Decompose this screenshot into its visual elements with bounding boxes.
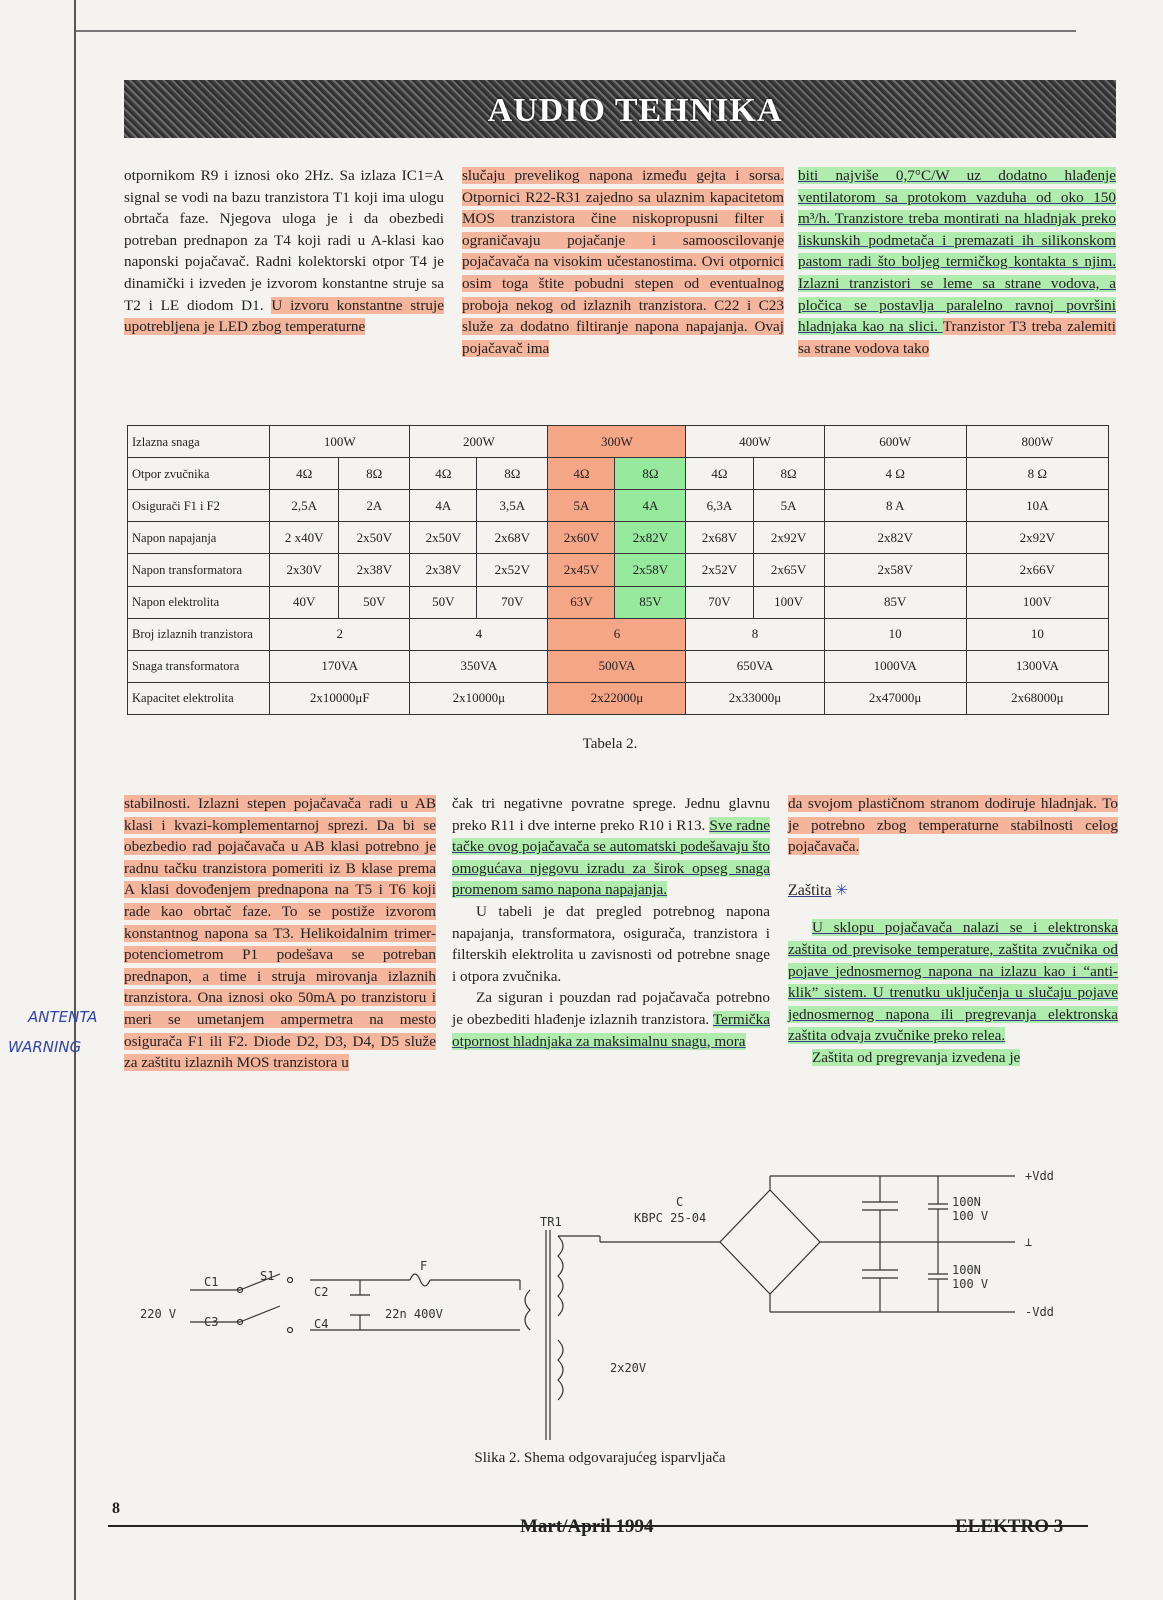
table-header-cell: 100W [270, 426, 410, 458]
table-cell: 2x10000μF [270, 682, 410, 714]
table-cell: 2x82V [824, 522, 966, 554]
highlighted-text: Termička otpornost hladnjaka za maksimalnu snagu, mora [452, 1010, 770, 1050]
highlighted-text: da svojom plastičnom stranom dodiruje hladnjak. To je potrebno zbog temperaturne stabilnosti celog pojačavača. [788, 795, 1118, 856]
table-cell: 8 Ω [966, 458, 1108, 490]
table-cell: 650VA [686, 650, 824, 682]
table-cell: 2x10000μ [410, 682, 548, 714]
table-cell: 10A [966, 490, 1108, 522]
table-cell: 2x68000μ [966, 682, 1108, 714]
table-row [128, 682, 1109, 714]
table-caption: Tabela 2. [582, 736, 638, 752]
highlighted-text: Tranzistor T3 treba zalemiti sa strane vodova tako [798, 318, 1116, 357]
table-cell: 2x68V [477, 522, 548, 554]
table-cell: 10 [966, 618, 1108, 650]
table-cell: 2 x40V [270, 522, 339, 554]
table-cell: 6,3A [686, 490, 753, 522]
table-cell: 70V [686, 586, 753, 618]
handwritten-note: WARNING [8, 1038, 82, 1056]
table-cell: 4Ω [410, 458, 477, 490]
table-cell: 2x52V [477, 554, 548, 586]
table-cell: 8 [686, 618, 824, 650]
row-label: Kapacitet elektrolita [128, 682, 270, 714]
cap2-voltage-label: 100 V [952, 1277, 989, 1291]
table-cell: 8Ω [615, 458, 686, 490]
page-number: 8 [112, 1500, 120, 1517]
table-cell: 10 [824, 618, 966, 650]
table-header-cell: Izlazna snaga [128, 426, 270, 458]
section-heading: Zaštita [788, 881, 832, 899]
contact-label: C1 [204, 1275, 219, 1289]
row-label: Napon elektrolita [128, 586, 270, 618]
table-cell: 2x60V [548, 522, 615, 554]
ground-label: ⊥ [1025, 1235, 1033, 1249]
table-cell: 40V [270, 586, 339, 618]
figure-caption: Slika 2. Shema odgovarajućeg isparvljača [474, 1450, 726, 1466]
text-column-5 [452, 793, 770, 1052]
fuse-label: F [420, 1259, 428, 1273]
table-cell: 2x50V [410, 522, 477, 554]
table-cell: 2x52V [686, 554, 753, 586]
table-row [128, 586, 1109, 618]
page-edge-top [76, 30, 1076, 32]
row-label: Otpor zvučnika [128, 458, 270, 490]
table-cell: 8 A [824, 490, 966, 522]
paragraph: otpornikom R9 i iznosi oko 2Hz. Sa izlaza IC1=A signal se vodi na bazu tranzistora T1 koji ima ulogu obrtača faze. Njegova uloga je i da obezbedi potreban prednapon za T4 koji radi u A-klasi kao naponski pojačavač. Radni kolektorski otpor T4 je dinamički i izveden je izvorom konstantne struje sa T2 i LE diodom D1. [124, 167, 444, 314]
table-cell: 2x82V [615, 522, 686, 554]
table-cell: 1300VA [966, 650, 1108, 682]
table-cell: 8Ω [339, 458, 410, 490]
table-cell: 70V [477, 586, 548, 618]
table-header-cell: 800W [966, 426, 1108, 458]
table-cell: 1000VA [824, 650, 966, 682]
paragraph: U tabeli je dat pregled potrebnog napona napajanja, transformatora, osigurača, tranzistora i filterskih elektrolita u zavisnosti od potrebne snage i otpora zvučnika. [452, 902, 770, 985]
text-column-6 [788, 793, 1118, 1069]
table-header-cell: 600W [824, 426, 966, 458]
table-cell: 4 [410, 618, 548, 650]
vdd-negative-label: -Vdd [1025, 1305, 1054, 1319]
table-cell: 50V [339, 586, 410, 618]
text-column-1 [124, 165, 444, 338]
table-cell: 2x47000μ [824, 682, 966, 714]
row-label: Osigurači F1 i F2 [128, 490, 270, 522]
contact-label: C4 [314, 1317, 329, 1331]
row-label: Napon napajanja [128, 522, 270, 554]
table-row [128, 650, 1109, 682]
paragraph: čak tri negativne povratne sprege. Jednu glavnu preko R11 i dve interne preko R10 i R13. [452, 795, 770, 834]
highlighted-text: Sve radne tačke ovog pojačavača se automatski podešavaju što omogućava njegovu izradu za širok opseg snaga promenom samo napona napajanja. [452, 816, 770, 899]
highlighted-text: biti najviše 0,7°C/W uz dodatno hlađenje ventilatorom sa protokom vazduha od oko 150 m³/h. Tranzistore treba montirati na hladnjak preko liskunskih podmetača i premazati ih silikonskom pastom radi što boljeg termičkog kontakta s njim. Izlazni tranzistori se leme sa strane vodova, a pločica se postavlja paralelno ravnoj površini hladnjaka kao na slici. [798, 167, 1116, 336]
table-cell: 4A [410, 490, 477, 522]
table-cell: 8Ω [753, 458, 824, 490]
paragraph: Za siguran i pouzdan rad pojačavača potrebno je obezbediti hlađenje izlaznih tranzistora. [452, 989, 770, 1028]
bridge-ref-label: C [676, 1195, 684, 1209]
table-cell: 2A [339, 490, 410, 522]
table-cell: 2x92V [753, 522, 824, 554]
table-cell: 2x45V [548, 554, 615, 586]
table-cell: 2x38V [339, 554, 410, 586]
table-cell: 85V [615, 586, 686, 618]
table-header-cell: 200W [410, 426, 548, 458]
table-cell: 85V [824, 586, 966, 618]
table-cell: 2x30V [270, 554, 339, 586]
specs-table [127, 425, 1109, 715]
asterisk-icon: ✳ [835, 881, 849, 899]
issue-date: Mart/April 1994 [520, 1516, 654, 1537]
table-row [128, 458, 1109, 490]
page-edge [74, 0, 76, 1600]
row-label: Broj izlaznih tranzistora [128, 618, 270, 650]
highlighted-text: stabilnosti. Izlazni stepen pojačavača radi u AB klasi i kvazi-komplementarnoj sprezi. Da bi se obezbedio rad pojačavača u AB klasi potrebno je radnu tačku tranzistora pomeriti iz B klase prema A klasi dovođenjem prednapona na T5 i T6 koji rade kao obrtač faze. To se postiže izvorom konstantnog napona sa T3. Helikoidalnim trimer-potenciometrom P1 podešava se potreban prednapon, a time i struja mirovanja izlaznih tranzistora. Ona iznosi oko 50mA po tranzistoru i meri se umetanjem ampermetra na mesto osigurača F1 ili F2. Diode D2, D3, D4, D5 služe za zaštitu izlaznih MOS tranzistora u [124, 795, 436, 1072]
table-cell: 8Ω [477, 458, 548, 490]
table-cell: 2x58V [615, 554, 686, 586]
table-cell: 2x65V [753, 554, 824, 586]
page-title: AUDIO TEHNIKA [487, 92, 783, 129]
table-row [128, 522, 1109, 554]
text-column-2 [462, 165, 784, 359]
table-cell: 6 [548, 618, 686, 650]
table-cell: 2x22000μ [548, 682, 686, 714]
table-cell: 2x38V [410, 554, 477, 586]
table-row [128, 490, 1109, 522]
table-cell: 500VA [548, 650, 686, 682]
transformer-label: TR1 [540, 1215, 562, 1229]
table-row [128, 554, 1109, 586]
table-cell: 4Ω [548, 458, 615, 490]
table-cell: 2x66V [966, 554, 1108, 586]
contact-label: C3 [204, 1315, 219, 1329]
handwritten-note: ANTENTA [28, 1008, 98, 1026]
table-cell: 100V [966, 586, 1108, 618]
table-cell: 4 Ω [824, 458, 966, 490]
table-header-cell: 300W [548, 426, 686, 458]
highlighted-text: Zaštita od pregrevanja izvedena je [812, 1048, 1021, 1066]
table-cell: 350VA [410, 650, 548, 682]
table-cell: 2x50V [339, 522, 410, 554]
row-label: Snaga transformatora [128, 650, 270, 682]
table-cell: 2x68V [686, 522, 753, 554]
magazine-name: ELEKTRO 3 [955, 1516, 1064, 1537]
cap1-label: 100N [952, 1195, 981, 1209]
cap1-voltage-label: 100 V [952, 1209, 989, 1223]
table-row [128, 426, 1109, 458]
table-cell: 4A [615, 490, 686, 522]
row-label: Napon transformatora [128, 554, 270, 586]
table-cell: 4Ω [270, 458, 339, 490]
table-cell: 50V [410, 586, 477, 618]
table-header-cell: 400W [686, 426, 824, 458]
table-cell: 2x33000μ [686, 682, 824, 714]
table-cell: 3,5A [477, 490, 548, 522]
table-cell: 2 [270, 618, 410, 650]
filter-cap-label: 22n 400V [385, 1307, 443, 1321]
highlighted-text: slučaju prevelikog napona između gejta i sorsa. Otpornici R22-R31 zajedno sa ulaznim kapacitetom MOS tranzistora čine niskopropusni filter i ograničavaju pojačanje i samooscilovanje pojačavača na visokim učestanostima. Ovi otpornici osim toga štite pobudni stepen od eventualnog proboja nekog od izlaznih tranzistora. C22 i C23 služe za dodatno filtiranje napona napajanja. Ovaj pojačavač ima [462, 167, 784, 357]
text-column-3 [798, 165, 1116, 359]
highlighted-text: U sklopu pojačavača nalazi se i elektronska zaštita od previsoke temperature, zaštita zvučnika od pojave jednosmernog napona na izlazu kao i “anti-klik” sistem. U trenutku uključenja u slučaju pojave jednosmernog napona ili pregrevanja elektronska zaštita odvaja zvučnike preko relea. [788, 919, 1118, 1045]
highlighted-text: U izvoru konstantne struje upotrebljena je LED zbog temperaturne [124, 296, 444, 336]
table-row [128, 618, 1109, 650]
table-cell: 63V [548, 586, 615, 618]
contact-label: C2 [314, 1285, 329, 1299]
table-cell: 5A [753, 490, 824, 522]
table-cell: 5A [548, 490, 615, 522]
cap2-label: 100N [952, 1263, 981, 1277]
table-cell: 2,5A [270, 490, 339, 522]
rectifier-schematic [110, 1150, 1110, 1440]
table-cell: 2x92V [966, 522, 1108, 554]
switch-label: S1 [260, 1269, 275, 1283]
table-cell: 100V [753, 586, 824, 618]
table-cell: 4Ω [686, 458, 753, 490]
table-cell: 2x58V [824, 554, 966, 586]
table-cell: 170VA [270, 650, 410, 682]
vdd-positive-label: +Vdd [1025, 1169, 1054, 1183]
text-column-4 [124, 793, 436, 1074]
secondary-label: 2x20V [610, 1361, 647, 1375]
bridge-label: KBPC 25-04 [634, 1211, 707, 1225]
mains-label: 220 V [140, 1307, 177, 1321]
